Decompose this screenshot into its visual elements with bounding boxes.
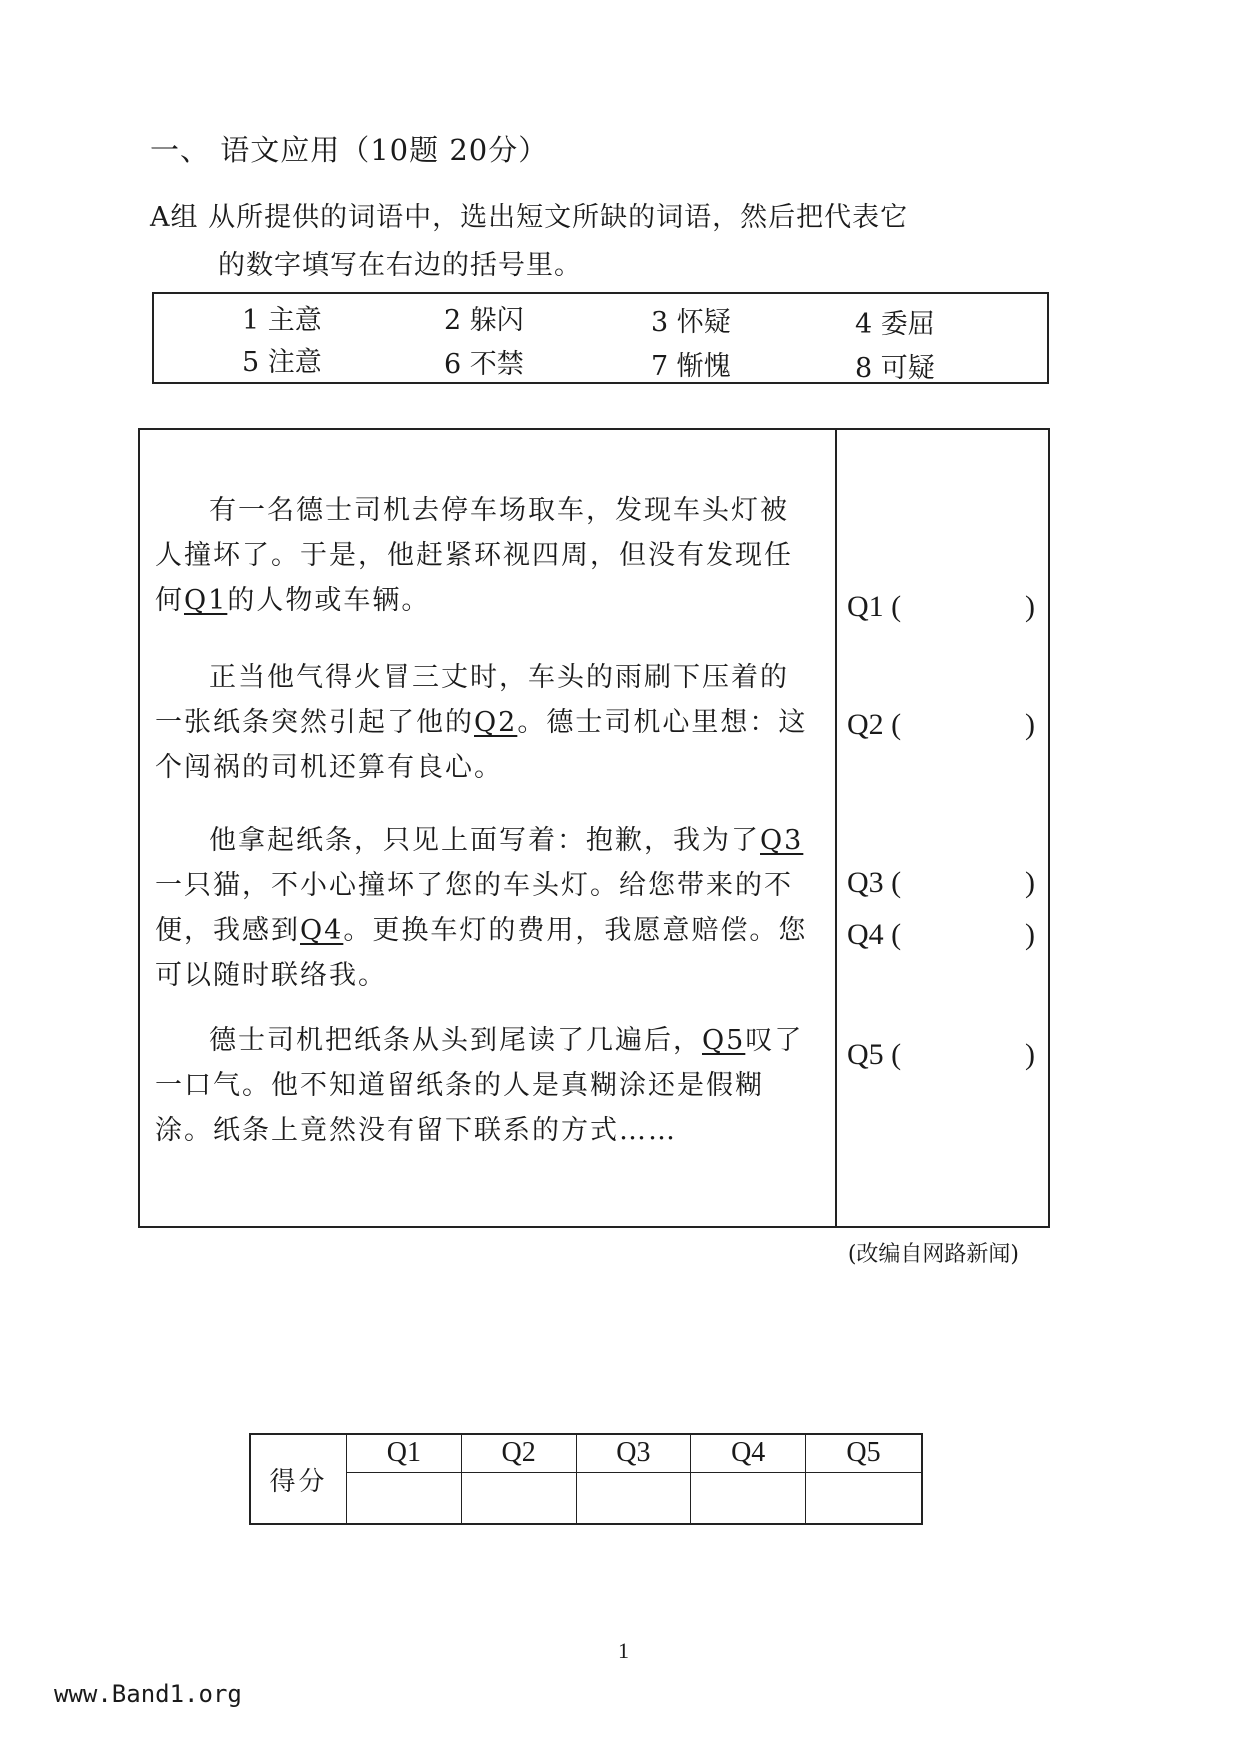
paragraph-text: 正当他气得火冒三丈时，车头的雨刷下压着的一张纸条突然引起了他的: [155, 662, 789, 738]
answer-slot-q3[interactable]: [847, 866, 1037, 900]
word-option: 1 主意: [242, 305, 322, 336]
column-divider: [835, 430, 837, 1226]
paragraph-text: 有一名德士司机去停车场取车，发现车头灯被人撞坏了。于是，他赶紧环视四周，但没有发现任何: [155, 495, 793, 616]
word-bank: [152, 292, 1049, 384]
source-note: (改编自网路新闻): [847, 1242, 1019, 1267]
answer-close: ): [1025, 590, 1035, 623]
answer-label: Q5 (: [847, 1038, 902, 1071]
score-header-q1: Q1: [347, 1434, 462, 1472]
answer-slot-q1[interactable]: [847, 590, 1037, 624]
score-cell-q2[interactable]: [461, 1472, 576, 1524]
answer-slot-q2[interactable]: [847, 708, 1037, 742]
score-header-q4: Q4: [691, 1434, 806, 1472]
paragraph-text: 。更换车灯的费用，我愿意赔偿。您可以随时联络我。: [155, 915, 808, 991]
answer-close: ): [1025, 866, 1035, 899]
answer-close: ): [1025, 1038, 1035, 1071]
passage-paragraph-4: [155, 1018, 817, 1153]
blank-q3: Q3: [760, 825, 804, 856]
answer-slot-q4[interactable]: [847, 918, 1037, 952]
passage-box: [138, 428, 1050, 1228]
paragraph-text: 德士司机把纸条从头到尾读了几遍后，: [209, 1025, 702, 1056]
score-cell-q4[interactable]: [691, 1472, 806, 1524]
score-label: 得分: [250, 1434, 347, 1524]
word-option: 7 惭愧: [651, 351, 731, 382]
blank-q1: Q1: [184, 585, 228, 616]
answer-label: Q3 (: [847, 866, 902, 899]
word-option: 5 注意: [242, 347, 322, 378]
score-cell-q5[interactable]: [806, 1472, 922, 1524]
section-title: 一、 语文应用（10题 20分）: [150, 133, 549, 167]
score-cell-q3[interactable]: [576, 1472, 691, 1524]
answer-close: ): [1025, 918, 1035, 951]
paragraph-text: 。德士司机心里想：这个闯祸的司机还算有良心。: [155, 707, 808, 783]
score-header-q5: Q5: [806, 1434, 922, 1472]
score-header-q2: Q2: [461, 1434, 576, 1472]
score-cell-q1[interactable]: [347, 1472, 462, 1524]
score-table: [249, 1433, 923, 1525]
answer-close: ): [1025, 708, 1035, 741]
answer-label: Q4 (: [847, 918, 902, 951]
paragraph-text: 他拿起纸条，只见上面写着：抱歉，我为了: [209, 825, 760, 856]
word-option: 2 躲闪: [444, 305, 524, 336]
answer-label: Q2 (: [847, 708, 902, 741]
answer-slot-q5[interactable]: [847, 1038, 1037, 1072]
page-number: 1: [618, 1638, 629, 1663]
score-header-q3: Q3: [576, 1434, 691, 1472]
word-option: 8 可疑: [855, 353, 935, 384]
blank-q4: Q4: [300, 915, 344, 946]
word-option: 6 不禁: [444, 349, 524, 380]
blank-q2: Q2: [474, 707, 518, 738]
passage-paragraph-2: [155, 655, 817, 790]
word-option: 4 委屈: [855, 309, 935, 340]
blank-q5: Q5: [702, 1025, 746, 1056]
instruction-line-1: A组 从所提供的词语中，选出短文所缺的词语，然后把代表它: [150, 202, 909, 233]
paragraph-text: 一只猫，不小心撞坏了您的车头灯。给您带来的不便，我感到: [155, 870, 793, 946]
passage-paragraph-1: [155, 488, 817, 623]
footer-url: www.Band1.org: [54, 1680, 242, 1708]
paragraph-text: 叹了一口气。他不知道留纸条的人是真糊涂还是假糊涂。纸条上竟然没有留下联系的方式……: [155, 1025, 804, 1146]
paragraph-text: 的人物或车辆。: [227, 585, 431, 616]
passage-paragraph-3: [155, 818, 817, 998]
word-option: 3 怀疑: [651, 307, 731, 338]
answer-label: Q1 (: [847, 590, 902, 623]
instruction-line-2: 的数字填写在右边的括号里。: [218, 250, 582, 281]
